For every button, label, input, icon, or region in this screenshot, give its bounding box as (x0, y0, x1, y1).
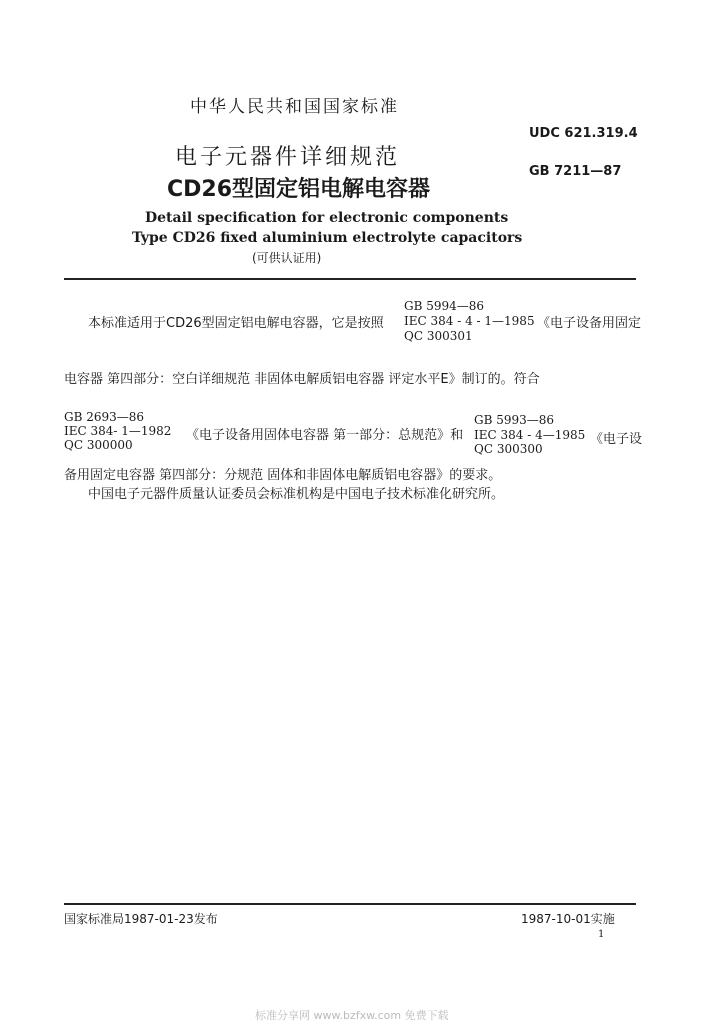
certification-note: (可供认证用) (252, 251, 322, 265)
ref2-qc: QC 300000 (64, 438, 133, 452)
paragraph-4: 备用固定电容器 第四部分：分规范 固体和非固体电解质铝电容器》的要求。 (64, 468, 502, 483)
ref2-gb: GB 2693—86 (64, 410, 145, 424)
ref1-gb: GB 5994—86 (404, 299, 485, 313)
issuing-country: 中华人民共和国国家标准 (190, 97, 399, 117)
paragraph-2: 电容器 第四部分：空白详细规范 非固体电解质铝电容器 评定水平E》制订的。符合 (64, 372, 540, 387)
title-chinese-product: CD26型固定铝电解电容器 (167, 177, 431, 202)
paragraph-3-mid: 《电子设备用固体电容器 第一部分：总规范》和 (186, 428, 464, 443)
watermark: 标准分享网 www.bzfxw.com 免费下载 (255, 1009, 449, 1022)
paragraph-5: 中国电子元器件质量认证委员会标准机构是中国电子技术标准化研究所。 (88, 487, 505, 502)
paragraph-3-tail: 《电子设 (590, 432, 643, 447)
ref3-iec: IEC 384 - 4—1985 (474, 428, 586, 442)
ref3-gb: GB 5993—86 (474, 413, 555, 427)
page-number: 1 (598, 929, 605, 940)
effective-date: 1987-10-01实施 (521, 912, 615, 926)
ref1-iec: IEC 384 - 4 - 1—1985 (404, 314, 535, 328)
ref1-qc: QC 300301 (404, 329, 473, 343)
issue-date: 国家标准局1987-01-23发布 (64, 912, 218, 926)
ref3-qc: QC 300300 (474, 442, 543, 456)
ref2-iec: IEC 384- 1—1982 (64, 424, 172, 438)
header-divider (64, 278, 636, 280)
footer-divider (64, 903, 636, 905)
paragraph-1-lead: 本标准适用于CD26型固定铝电解电容器，它是按照 (88, 316, 384, 331)
udc-code: UDC 621.319.4 (529, 126, 638, 141)
title-english: Detail specification for electronic components (145, 210, 509, 226)
standard-number: GB 7211—87 (529, 164, 622, 179)
title-chinese: 电子元器件详细规范 (175, 145, 401, 170)
title-english-product: Type CD26 fixed aluminium electrolyte capacitors (132, 230, 523, 246)
paragraph-1-tail: 《电子设备用固定 (537, 316, 642, 331)
